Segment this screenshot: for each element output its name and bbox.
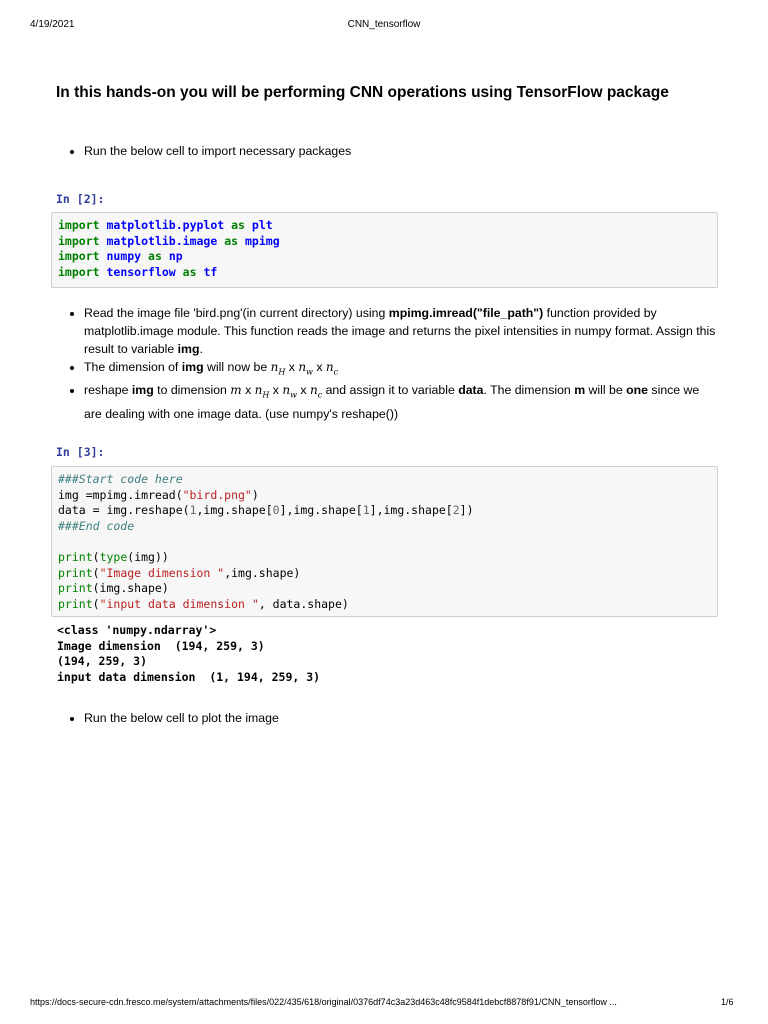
list-item: Read the image file 'bird.png'(in current directory) using mpimg.imread("file_path") function provided by matplotlib.image module. This function reads the image and returns the pixel intensities in numpy format. Assign this result to variable img. <box>56 304 716 358</box>
math-n-w: $n_w$ <box>282 383 297 400</box>
math-m: m <box>230 383 242 398</box>
page-heading: In this hands-on you will be performing CNN operations using TensorFlow package <box>56 84 669 101</box>
list-item <box>56 709 716 727</box>
bullet-text: Run the below cell to import necessary packages <box>84 144 352 158</box>
code-line: import numpy as np <box>58 249 183 264</box>
math-n-h: $n_H$ <box>254 383 270 400</box>
code-line: import tensorflow as tf <box>58 264 218 279</box>
list-item: The dimension of img will now be $n_H$ x $n_w$ x $n_c$ <box>56 358 716 381</box>
list-item: reshape img to dimension m x $n_H$ x $n_w$ x $n_c$ and assign it to variable data. The dimension m will be one since we are dealing with one image data. (use numpy's reshape()) <box>56 381 716 422</box>
page-number: 1/6 <box>721 997 734 1007</box>
math-n-h: $n_H$ <box>270 360 286 377</box>
print-url: https://docs-secure-cdn.fresco.me/system/attachments/files/022/435/618/original/0376df74c3a23d463c48fc9584f1debcf8878f91/CNN_tensorflow ... <box>30 997 617 1007</box>
code-cell-imports[interactable] <box>51 212 718 288</box>
code-block <box>58 218 711 280</box>
math-n-w: $n_w$ <box>298 360 313 377</box>
output-line: Image dimension (194, 259, 3) <box>57 638 265 653</box>
bullet-list-2 <box>56 304 716 423</box>
output-line: input data dimension (1, 194, 259, 3) <box>57 669 321 684</box>
cell-prompt: In [3]: <box>56 445 105 459</box>
math-n-c: $n_c$ <box>309 383 323 400</box>
bullet-list-1 <box>56 142 716 160</box>
math-n-c: $n_c$ <box>325 360 339 377</box>
cell-prompt: In [2]: <box>56 192 105 206</box>
output-line: (194, 259, 3) <box>57 654 148 669</box>
print-title: CNN_tensorflow <box>347 19 421 30</box>
output-line: <class 'numpy.ndarray'> <box>57 623 217 637</box>
cell-output <box>57 623 320 685</box>
code-line: import matplotlib.image as mpimg <box>58 233 280 248</box>
bullet-list-3 <box>56 709 716 727</box>
code-cell-reshape[interactable] <box>51 466 718 617</box>
print-date: 4/19/2021 <box>30 19 75 30</box>
bullet-text: Run the below cell to plot the image <box>84 711 279 725</box>
code-block: ###Start code here img =mpimg.imread("bird.png") data = img.reshape(1,img.shape[0],img.shape[1],img.shape[2]) ###End code print(type(img)) print("Image dimension ",img.shape) print(img.shape) print("input data dimension ", data.shape) <box>58 472 474 611</box>
list-item <box>56 142 716 160</box>
code-line: import matplotlib.pyplot as plt <box>58 218 273 232</box>
